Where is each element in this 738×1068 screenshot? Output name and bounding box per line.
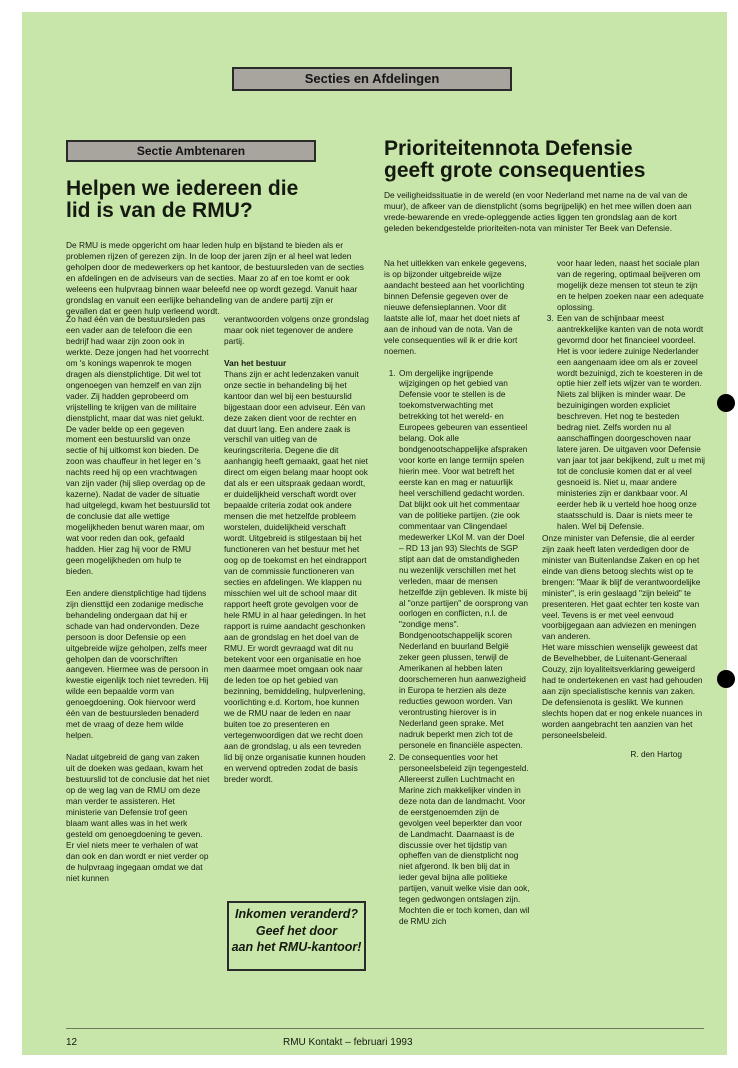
right-column-1 — [384, 258, 530, 928]
article-lead-left: De RMU is mede opgericht om haar leden hulp en bijstand te bieden als er problemen rijzen of gerezen zijn. In de loop der jaren zijn er al heel wat leden geholpen door de medewerkers op het kantoor, de bestuursleden van de secties en afdelingen en de adviseurs van de secties. Maar zo af en toe komt er ook weleens een hulpvraag binnen waar beleefd nee op wordt gezegd. Vanuit haar grondslag en vanuit een eerlijke behandeling van de andere partij zijn er gevallen dat er geen hulp verleend wordt. — [66, 240, 364, 316]
paragraph: Een andere dienstplichtige had tijdens zijn diensttijd een zodanige medische behandeling ondergaan dat hij er schade van had ondervonden. Deze persoon is door Defensie op een uitgebreide wijze geholpen, zelfs meer geholpen dan de voorschriften aangeven. Hiermee was de persoon in kwestie eigenlijk toch niet tevreden. Hij wilde een bepaalde vorm van genoegdoening. Ook hiervoor werd één van de bestuursleden benaderd met de vraag of deze hem wilde helpen. — [66, 587, 209, 741]
article-headline-left: Helpen we iedereen die lid is van de RMU? — [66, 177, 299, 222]
right-column-2 — [542, 258, 706, 760]
subheading: Van het bestuur — [224, 357, 287, 368]
list-item: 1. Om dergelijke ingrijpende wijzigingen op het gebied van Defensie voor te stellen is de toekomstverwachting met betrekking tot het wereld- en Europees gebeuren van essentieel belang. Ook alle bondgenootschappelijke afspraken voor korte en lange termijn spelen hierin mee. Voor wat betreft het eerste kan en mag er natuurlijk heel verschillend gedacht worden. Dat blijkt ook uit het commentaar van de politieke partijen. (zie ook commentaar van Clingendael medewerker LKol M. van der Doel – RD 13 jan 93) Slechts de SGP stipt aan dat de omstandigheden nu wezenlijk verschillen met het verleden, maar de mensen hetzelfde zijn gebleven. Ik miste bij al "onze partijen" de oorsprong van oorlogen en conflicten, n.l. de "zondige mens". Bondgenootschappelijk scoren Nederland en buurland België zeker geen plussen, terwijl de Amerikanen al hebben laten doorschemeren hun aanwezigheid in Europa te herzien als deze reducties gewoon worden. Van verontrusting hierover is in Nederland geen sprake. Met nadruk beperkt men zich tot de personele en financiële aspecten. — [398, 368, 530, 751]
left-column-2 — [224, 314, 370, 785]
left-column-1 — [66, 314, 210, 884]
consequences-list-cont — [542, 313, 706, 532]
consequences-list — [384, 368, 530, 928]
paragraph: Onze minister van Defensie, die al eerder zijn zaak heeft laten verdedigen door de minister van Buitenlandse Zaken en op het einde van diens betoog slechts wist op te brengen: "Maar ik blijf de verantwoordelijke minister", is erin geslaagd "zijn beleid" te presenteren. Het gaat echter ten koste van veel. Tevens is er met veel eenvoud voorbijgegaan aan adviezen en meningen van anderen. — [542, 532, 701, 642]
punch-hole — [717, 670, 735, 688]
promo-line: Geef het door — [255, 923, 338, 938]
paragraph: Het ware misschien wenselijk geweest dat de Bevelhebber, de Luitenant-Generaal Couzy, zijn loyaliteitsverklaring geweigerd had te ondertekenen en vast had gehouden aan zijn specialistische kennis van zaken. De defensienota is geslikt. We kunnen slechts hopen dat er nog enkele nuances in worden aangebracht ten aanzien van het personeelsbeleid. — [542, 642, 703, 740]
footer-divider — [66, 1028, 704, 1029]
paragraph: verantwoorden volgens onze grondslag maar ook niet tegenover de andere partij. — [224, 314, 369, 346]
page-number: 12 — [66, 1037, 78, 1048]
promo-box — [227, 901, 366, 971]
paragraph: Na het uitlekken van enkele gegevens, is op bijzonder uitgebreide wijze aandacht besteed aan het voorlichting binnen Defensie gegeven over de nieuwe defensieplannen. Voor dit laatste alle lof, maar het doet niets af aan de inhoud van de nota. Van de vele consequenties wil ik er drie kort noemen. — [384, 258, 527, 356]
list-item: 3. Een van de schijnbaar meest aantrekkelijke kanten van de nota wordt gevormd door het financieel voordeel. Het is voor iedere zuinige Nederlander een aangenaam idee om als er zoveel wordt bezuinigd, zich te koesteren in de optie hier zelf iets wijzer van te worden. Niets zal blijken is minder waar. De bezuinigingen worden expliciet beschreven. Het nog te besteden bedrag niet. Zelfs worden nu al aanschaffingen doorgeschoven naar latere jaren. De uitgaven voor Defensie van jaar tot jaar bekijkend, zult u met mij tot de conclusie komen dat er al veel gesnoeid is. Niet u, maar andere ministeries zijn er dankbaar voor. Al eerder heb ik u verteld hoe hoog onze staatsschuld is. Daar is niets meer te halen. Wel bij Defensie. — [556, 313, 706, 532]
list-item-continued: voor haar leden, naast het sociale plan van de regering, optimaal beijveren om mogelijk deze mensen tot steun te zijn en te helpen zoeken naar een adequate oplossing. — [557, 258, 704, 312]
promo-line: Inkomen veranderd? — [235, 907, 358, 921]
section-banner: Secties en Afdelingen — [232, 67, 512, 91]
paragraph: Nadat uitgebreid de gang van zaken uit de doeken was gedaan, kwam het bestuurslid tot de conclusie dat het niet op de weg lag van de RMU om deze man verder te assisteren. Het ministerie van Defensie trof geen blaam want alles was in het werk gesteld om genoegdoening te geven. Er viel niets meer te verhalen of wat dan ook en dan wordt er niet verder op de hulpvraag ingegaan omdat we dat niet kunnen — [66, 752, 210, 883]
promo-line: aan het RMU-kantoor! — [231, 940, 362, 954]
article-lead-right: De veiligheidssituatie in de wereld (en voor Nederland met name na de val van de muur), de afkeer van de dienstplicht (soms begrijpelijk) en het mee willen doen aan vrede-bewarende en vrede-opleggende acties liggen ten grondslag aan de kort geleden bekendgestelde prioriteiten-nota van minister Ter Beek van Defensie. — [384, 190, 692, 233]
section-label: Sectie Ambtenaren — [66, 140, 316, 162]
punch-hole — [717, 394, 735, 412]
article-headline-right: Prioriteitennota Defensie geeft grote consequenties — [384, 137, 646, 182]
list-item: 2. De consequenties voor het personeelsbeleid zijn tegengesteld. Allereerst zullen Luchtmacht en Marine zich makkelijker vinden in deze nota dan de landmacht. Voor de eerstgenoemden zijn de gevolgen veel beperkter dan voor de Landmacht. Daarnaast is de discussie over het tijdstip van opheffen van de dienstplicht nog niet afgerond. Ik ben blij dat in ieder geval bijna alle politieke partijen, vanuit welke visie dan ook, tegen gedwongen ontslagen zijn. Mochten die er toch komen, dan wil de RMU zich — [398, 752, 530, 927]
paragraph: Thans zijn er acht ledenzaken vanuit onze sectie in behandeling bij het kantoor dan wel bij een bestuurslid bijgestaan door een adviseur. Eén van deze zaken dient voor de rechter en dat duurt lang. Een andere zaak is verschil van uitleg van de keuringscriteria. Degene die dit aanhangig heeft gemaakt, gaat het niet direct om eigen belang maar hoopt ook dat als er een uitspraak gedaan wordt, er duidelijkheid verschaft wordt over bepaalde criteria zodat ook andere mensen die met hetzelfde probleem worstelen, duidelijkheid verschaft wordt. Uitgebreid is stilgestaan bij het functioneren van het bestuur met het oog op de toekomst en het eindrapport van de commissie functioneren van secties en afdelingen. We klappen nu misschien wel uit de school maar dit rapport heeft grote gevolgen voor de hele RMU in al haar geledingen. In het rapport is ruime aandacht geschonken aan de grondslag en het doel van de RMU. Er wordt gevraagd wat dit nu betekent voor een organisatie en hoe men daarmee moet omgaan ook naar de leden toe op het gebied van bezinning, bemiddeling, hulpverlening, voorlichting e.d. Kortom, hoe kunnen we de RMU naar de leden en naar buiten toe zo presenteren en vertegenwoordigen dat we recht doen aan de grondslag, u als een tevreden lid bij onze organisatie kunnen houden en wervend optreden zodat de basis breder wordt. — [224, 368, 368, 785]
author-signature: R. den Hartog — [630, 748, 682, 759]
publication-line: RMU Kontakt – februari 1993 — [283, 1037, 413, 1048]
paragraph: Zo had één van de bestuursleden pas een vader aan de telefoon die een bedrijf had waar zijn zoon ook in werkte. Deze jongen had het voorrecht om 's konings wapenrok te mogen dragen als dienstplichtige. Dit wel tot ongenoegen van hemzelf en van zijn vader. Zij hadden geprobeerd om vrijstelling te krijgen van de militaire dienstplicht, maar dat was niet gelukt. De vader belde op een gegeven moment een bestuurslid van onze sectie of hij uitkomst kon bieden. De zoon was chauffeur in het leger en 's nachts reed hij op een vrachtwagen van zijn vader (hij sliep overdag op de kazerne). Nadat de vader de situatie had uitgelegd, kwam het bestuurslid tot de conclusie dat alle wettige mogelijkheden benut waren maar, om wat voor reden dan ook, gefaald hadden. Hier zag hij voor de RMU geen mogelijkheden om hulp te bieden. — [66, 314, 210, 576]
